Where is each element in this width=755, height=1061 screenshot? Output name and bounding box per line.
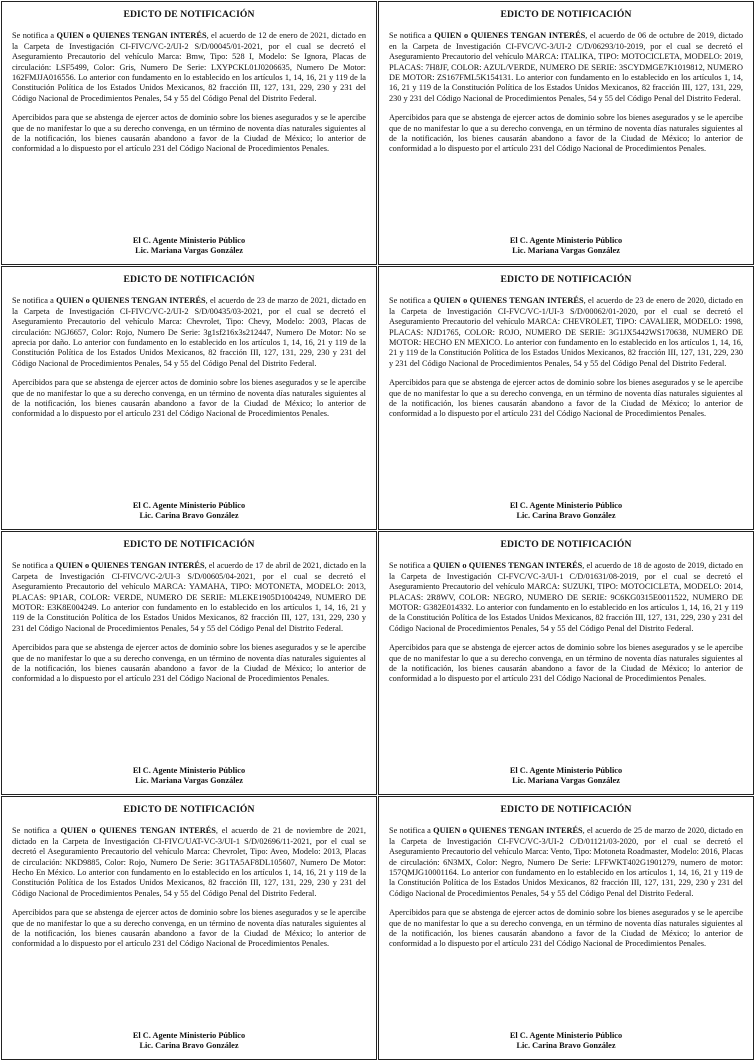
edict-addressee: QUIEN o QUIENES TENGAN INTERÉS: [432, 561, 583, 571]
edict-notice-5: [1, 531, 377, 795]
edict-paragraph-warning: Apercibidos para que se abstenga de ejercer actos de dominio sobre los bienes asegurados y se le apercibe que de no manifestar lo que a su derecho convenga, en un término de noventa días naturales siguientes al de la notificación, los bienes causarán abandono a favor de la Ciudad de México; lo anterior de conformidad a lo dispuesto por el artículo 231 del Código Nacional de Procedimientos Penales.: [12, 643, 366, 684]
edict-signature: [379, 766, 753, 787]
edict-title: EDICTO DE NOTIFICACIÓN: [500, 9, 632, 20]
edict-text: Se notifica a: [12, 561, 56, 571]
edict-addressee: QUIEN o QUIENES TENGAN INTERÉS: [56, 296, 206, 306]
edict-text: Se notifica a: [12, 31, 57, 41]
edict-text: , el acuerdo de 12 de enero de 2021, dictado en la Carpeta de Investigación CI-FIVC/VC-2/UI-2 S/D/00045/01-2021, por el cual se decretó el Aseguramiento Precautorio del vehículo Marca: Bmw, Tipo: 528 I, Modelo: Se Ignora, Placas de circulación: LSF5499, Color: Gris, Numero De Serie: LXYPCKL01J0206635, Numero De Motor: 162FMJJA016556. Lo anterior con fundamento en lo establecido en los artículos 1, 14, 16, 21 y 119 de la Constitución Política de los Estados Unidos Mexicanos, 82 fracción III, 127, 131, 229, 230 y 231 del Código Nacional de Procedimientos Penales, 54 y 55 del Código Penal del Distrito Federal.: [12, 31, 366, 103]
edict-title: EDICTO DE NOTIFICACIÓN: [500, 539, 632, 550]
edict-notice-4: [378, 266, 754, 530]
edict-notice-7: [1, 796, 377, 1060]
edict-addressee: QUIEN o QUIENES TENGAN INTERÉS: [434, 31, 586, 41]
signature-name: Lic. Mariana Vargas González: [512, 246, 620, 256]
signature-name: Lic. Carina Bravo González: [516, 511, 616, 521]
edict-text: Se notifica a: [389, 31, 435, 41]
edict-text: Se notifica a: [12, 296, 57, 306]
edict-paragraph-notification: [12, 31, 366, 104]
signature-role: El C. Agente Ministerio Público: [509, 1030, 623, 1040]
signature-role: El C. Agente Ministerio Público: [509, 765, 623, 775]
edict-paragraph-notification: [12, 561, 366, 634]
edict-text: , el acuerdo de 21 de noviembre de 2021, dictado en la Carpeta de Investigación CI-FIVC/UAT-VC-3/UI-1 S/D/02696/11-2021, por el cual se decretó el Aseguramiento Precautorio del vehículo Marca: Chevrolet, Tipo: Aveo, Modelo: 2013, Placas de circulación: NKD9885, Color: Rojo, Numero De Serie: 3G1TA5AF8DL105607, Numero De Motor: Hecho En México. Lo anterior con fundamento en lo establecido en los artículos 1, 14, 16, 21 y 119 de la Constitución Política de los Estados Unidos Mexicanos, 82 fracción III, 127, 131, 229, 230 y 231 del Código Nacional de Procedimientos Penales, 54 y 55 del Código Penal del Distrito Federal.: [12, 826, 366, 898]
edict-notice-2: [378, 1, 754, 265]
signature-role: El C. Agente Ministerio Público: [132, 500, 246, 510]
signature-role: El C. Agente Ministerio Público: [509, 235, 623, 245]
edict-text: Se notifica a: [12, 826, 61, 836]
edict-paragraph-warning: Apercibidos para que se abstenga de ejercer actos de dominio sobre los bienes asegurados y se le apercibe que de no manifestar lo que a su derecho convenga, en un término de noventa días naturales siguientes al de la notificación, los bienes causarán abandono a favor de la Ciudad de México; lo anterior de conformidad a lo dispuesto por el artículo 231 del Código Nacional de Procedimientos Penales.: [12, 908, 366, 949]
signature-role: El C. Agente Ministerio Público: [132, 235, 246, 245]
edict-text: , el acuerdo de 25 de marzo de 2020, dictado en la Carpeta de Investigación CI-FVC/VC-3/UI-2 C/D/01121/03-2020, por el cual se decretó el Aseguramiento Precautorio del vehículo Marca: Vento, Tipo: Motoneta Roadmaster, Modelo: 2016, Placas de circulación: 6N3MX, Color: Negro, Numero De Serie: LFFWKT402G1901279, numero de motor: 157QMJG10001164. Lo anterior con fundamento en lo establecido en los artículos 1, 14, 16, 21 y 119 de la Constitución Política de los Estados Unidos Mexicanos, 82 fracción III, 127, 131, 229, 230 y 231 del Código Nacional de Procedimientos Penales, 54 y 55 del Código Penal del Distrito Federal.: [389, 826, 743, 898]
edict-paragraph-notification: [12, 826, 366, 899]
edict-paragraph-warning: Apercibidos para que se abstenga de ejercer actos de dominio sobre los bienes asegurados y se le apercibe que de no manifestar lo que a su derecho convenga, en un término de noventa días naturales siguientes al de la notificación, los bienes causarán abandono a favor de la Ciudad de México; lo anterior de conformidad a lo dispuesto por el artículo 231 del Código Nacional de Procedimientos Penales.: [12, 378, 366, 419]
edict-paragraph-notification: [389, 826, 743, 899]
edict-notice-8: [378, 796, 754, 1060]
edict-title: EDICTO DE NOTIFICACIÓN: [500, 274, 632, 285]
edict-signature: [2, 766, 376, 787]
edict-text: Se notifica a: [389, 296, 434, 306]
edict-addressee: QUIEN o QUIENES TENGAN INTERÉS: [56, 31, 207, 41]
signature-role: El C. Agente Ministerio Público: [132, 765, 246, 775]
edict-addressee: QUIEN o QUIENES TENGAN INTERÉS: [433, 826, 583, 836]
edict-title: EDICTO DE NOTIFICACIÓN: [123, 804, 255, 815]
edict-signature: [2, 501, 376, 522]
signature-name: Lic. Mariana Vargas González: [135, 776, 243, 786]
edict-paragraph-notification: [389, 31, 743, 104]
edict-title: EDICTO DE NOTIFICACIÓN: [500, 804, 632, 815]
signature-name: Lic. Mariana Vargas González: [135, 246, 243, 256]
edict-signature: [379, 1031, 753, 1052]
edict-paragraph-warning: Apercibidos para que se abstenga de ejercer actos de dominio sobre los bienes asegurados y se le apercibe que de no manifestar lo que a su derecho convenga, en un término de noventa días naturales siguientes al de la notificación, los bienes causarán abandono a favor de la Ciudad de México; lo anterior de conformidad a lo dispuesto por el artículo 231 del Código Nacional de Procedimientos Penales.: [389, 643, 743, 684]
edict-text: , el acuerdo de 18 de agosto de 2019, dictado en la Carpeta de Investigación CI-FVC/VC-3/UI-1 C/D/01631/08-2019, por el cual se decretó el Aseguramiento Precautorio del vehículo MARCA: SUZUKI, TIPO: MOTOCICLETA, MODELO: 2014, PLACAS: 2R8WV, COLOR: NEGRO, NUMERO DE SERIE: 9C6KG0315E0011522, NUMERO DE MOTOR: G382E014332. Lo anterior con fundamento en lo establecido en los artículos 1, 14, 16, 21 y 119 de la Constitución Política de los Estados Unidos Mexicanos, 82 fracción III, 127, 131, 229, 230 y 231 del Código Nacional de Procedimientos Penales, 54 y 55 del Código Penal del Distrito Federal.: [389, 561, 743, 633]
edict-signature: [379, 501, 753, 522]
signature-name: Lic. Mariana Vargas González: [512, 776, 620, 786]
edict-title: EDICTO DE NOTIFICACIÓN: [123, 539, 255, 550]
edict-text: Se notifica a: [389, 561, 433, 571]
signature-role: El C. Agente Ministerio Público: [132, 1030, 246, 1040]
edict-signature: [2, 1031, 376, 1052]
edict-addressee: QUIEN o QUIENES TENGAN INTERÉS: [433, 296, 584, 306]
signature-name: Lic. Carina Bravo González: [516, 1041, 616, 1051]
edict-text: , el acuerdo de 06 de octubre de 2019, dictado en la Carpeta de Investigación CI-FVC/VC-3/UI-2 C/D/06293/10-2019, por el cual se decretó el Aseguramiento Precautorio del vehículo MARCA: ITALIKA, TIPO: MOTOCICLETA, MODELO: 2019, PLACAS: 7H8JF, COLOR: AZUL/VERDE, NUMERO DE SERIE: 3SCYDMGE7K1019812, NUMERO DE MOTOR: ZS167FML5K154131. Lo anterior con fundamento en lo establecido en los artículos 1, 14, 16, 21 y 119 de la Constitución Política de los Estados Unidos Mexicanos, 82 fracción III, 127, 131, 229, 230 y 231 del Código Nacional de Procedimientos Penales, 54 y 55 del Código Penal del Distrito Federal.: [389, 31, 743, 103]
edict-addressee: QUIEN o QUIENES TENGAN INTERÉS: [55, 561, 205, 571]
signature-role: El C. Agente Ministerio Público: [509, 500, 623, 510]
edict-notice-3: [1, 266, 377, 530]
signature-name: Lic. Carina Bravo González: [139, 511, 239, 521]
edict-paragraph-warning: Apercibidos para que se abstenga de ejercer actos de dominio sobre los bienes asegurados y se le apercibe que de no manifestar lo que a su derecho convenga, en un término de noventa días naturales siguientes al de la notificación, los bienes causarán abandono a favor de la Ciudad de México; lo anterior de conformidad a lo dispuesto por el artículo 231 del Código Nacional de Procedimientos Penales.: [389, 378, 743, 419]
edict-paragraph-warning: Apercibidos para que se abstenga de ejercer actos de dominio sobre los bienes asegurados y se le apercibe que de no manifestar lo que a su derecho convenga, en un término de noventa días naturales siguientes al de la notificación, los bienes causarán abandono a favor de la Ciudad de México; lo anterior de conformidad a lo dispuesto por el artículo 231 del Código Nacional de Procedimientos Penales.: [389, 908, 743, 949]
edict-signature: [379, 236, 753, 257]
edict-title: EDICTO DE NOTIFICACIÓN: [123, 9, 255, 20]
edict-paragraph-notification: [389, 561, 743, 634]
edict-text: Se notifica a: [389, 826, 434, 836]
edict-title: EDICTO DE NOTIFICACIÓN: [123, 274, 255, 285]
edict-signature: [2, 236, 376, 257]
edict-paragraph-notification: [389, 296, 743, 369]
edict-notice-6: [378, 531, 754, 795]
edict-paragraph-notification: [12, 296, 366, 369]
edict-paragraph-warning: Apercibidos para que se abstenga de ejercer actos de dominio sobre los bienes asegurados y se le apercibe que de no manifestar lo que a su derecho convenga, en un término de noventa días naturales siguientes al de la notificación, los bienes causarán abandono a favor de la Ciudad de México; lo anterior de conformidad a lo dispuesto por el artículo 231 del Código Nacional de Procedimientos Penales.: [12, 113, 366, 154]
edict-notice-1: [1, 1, 377, 265]
edict-text: , el acuerdo de 17 de abril de 2021, dictado en la Carpeta de Investigación CI-FIVC/VC-2/UI-3 S/D/00605/04-2021, por el cual se decretó el Aseguramiento Precautorio del vehículo MARCA: YAMAHA, TIPO: MOTONETA, MODELO: 2013, PLACAS: 9P1AR, COLOR: VERDE, NUMERO DE SERIE: MLEKE1905D1004249, NUMERO DE MOTOR: E3K8E004249. Lo anterior con fundamento en lo establecido en los artículos 1, 14, 16, 21 y 119 de la Constitución Política de los Estados Unidos Mexicanos, 82 fracción III, 127, 131, 229, 230 y 231 del Código Nacional de Procedimientos Penales, 54 y 55 del Código Penal del Distrito Federal.: [12, 561, 366, 633]
signature-name: Lic. Carina Bravo González: [139, 1041, 239, 1051]
edict-addressee: QUIEN o QUIENES TENGAN INTERÉS: [60, 826, 216, 836]
edict-text: , el acuerdo de 23 de enero de 2020, dictado en la Carpeta de Investigación CI-FVC/VC-1/UI-3 S/D/00062/01-2020, por el cual se decretó el Aseguramiento Precautorio del vehículo MARCA: CHEVROLET, TIPO: CAVALIER, MODELO: 1998, PLACAS: NJD1765, COLOR: ROJO, NUMERO DE SERIE: 3G1JX5442WS170638, NUMERO DE MOTOR: HECHO EN MEXICO. Lo anterior con fundamento en lo establecido en los artículos 1, 14, 16, 21 y 119 de la Constitución Política de los Estados Unidos Mexicanos, 82 fracción III, 127, 131, 229, 230 y 231 del Código Nacional de Procedimientos Penales, 54 y 55 del Código Penal del Distrito Federal.: [389, 296, 743, 368]
edict-text: , el acuerdo de 23 de marzo de 2021, dictado en la Carpeta de Investigación CI-FIVC/VC-2/UI-2 S/D/00435/03-2021, por el cual se decretó el Aseguramiento Precautorio del vehículo Marca: Chevrolet, Tipo: Chevy, Modelo: 2003, Placas de circulación: NGJ6657, Color: Rojo, Numero De Serie: 3g1sf216x3s212447, Numero De Motor: No se aprecia por daño. Lo anterior con fundamento en lo establecido en los artículos 1, 14, 16, 21 y 119 de la Constitución Política de los Estados Unidos Mexicanos, 82 fracción III, 127, 131, 229, 230 y 231 del Código Nacional de Procedimientos Penales, 54 y 55 del Código Penal del Distrito Federal.: [12, 296, 366, 368]
edict-paragraph-warning: Apercibidos para que se abstenga de ejercer actos de dominio sobre los bienes asegurados y se le apercibe que de no manifestar lo que a su derecho convenga, en un término de noventa días naturales siguientes al de la notificación, los bienes causarán abandono a favor de la Ciudad de México; lo anterior de conformidad a lo dispuesto por el artículo 231 del Código Nacional de Procedimientos Penales.: [389, 113, 743, 154]
